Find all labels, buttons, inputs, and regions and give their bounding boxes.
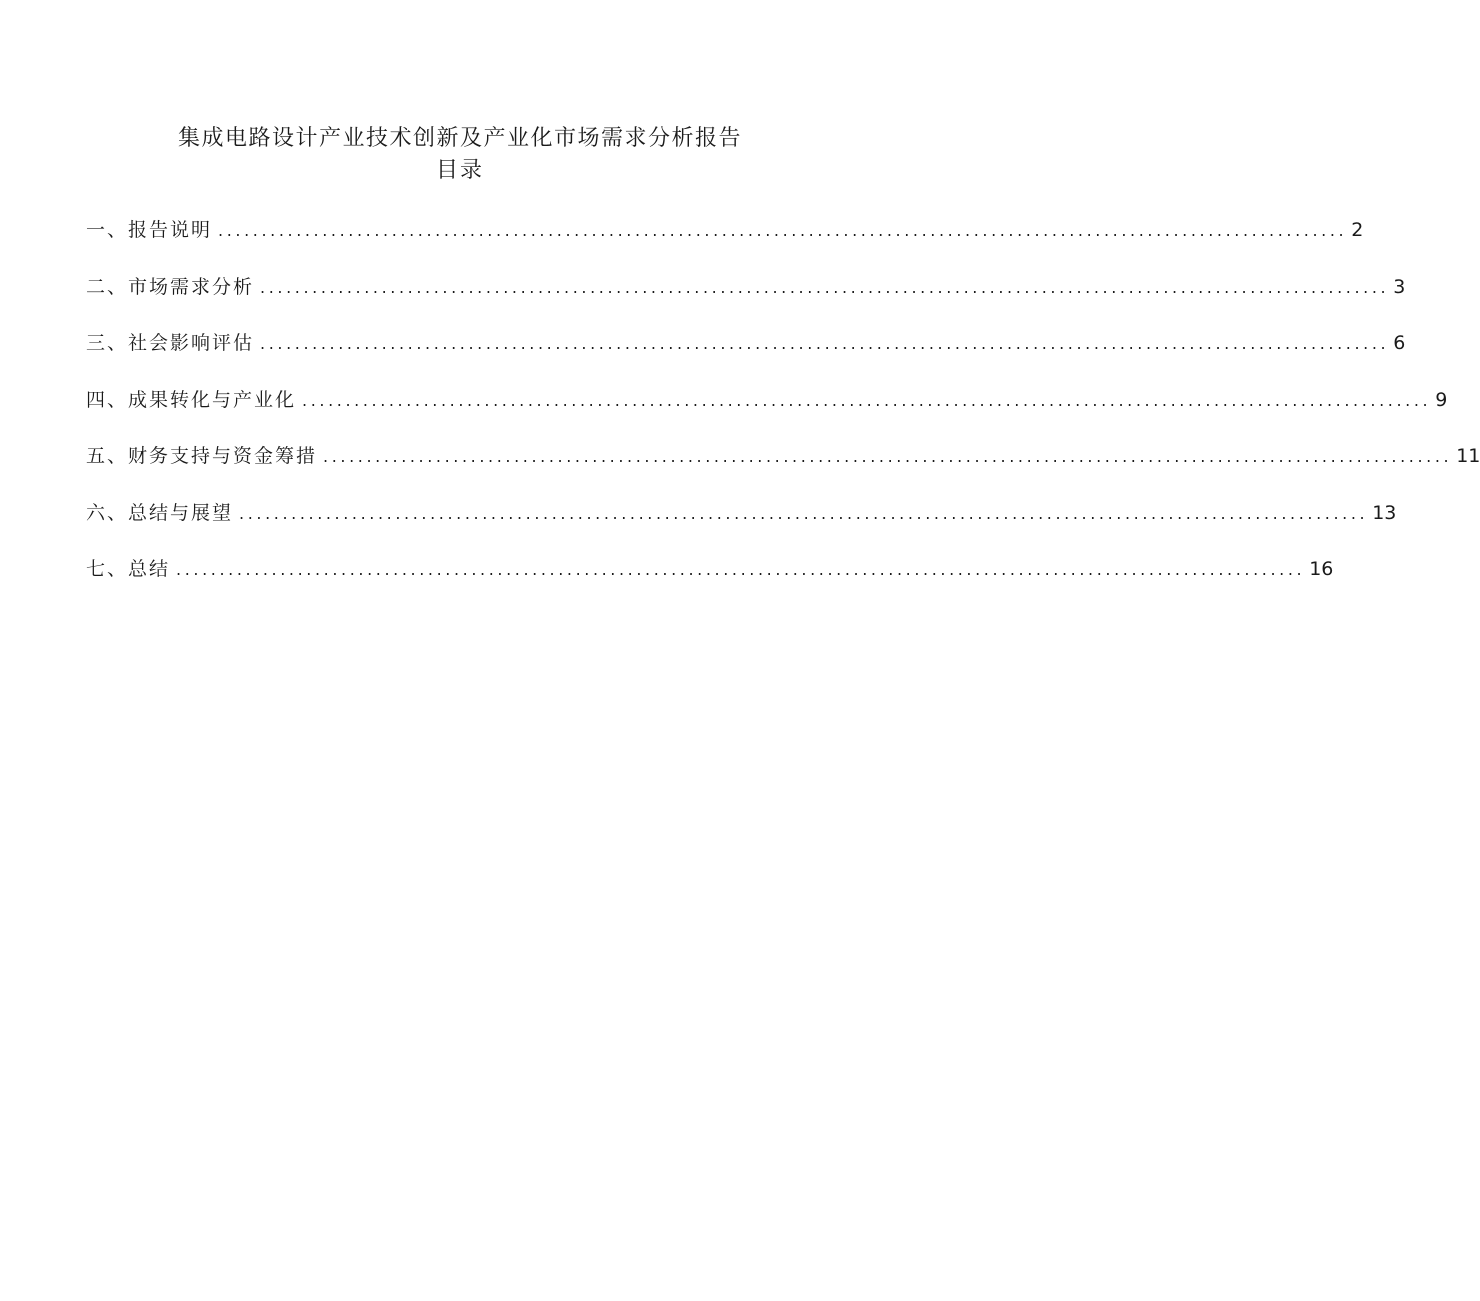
toc-entry[interactable] <box>86 215 1364 272</box>
toc-entry-label: 五、财务支持与资金筹措 <box>86 445 318 467</box>
toc-leader-dots: .................................................................................................................................. <box>302 390 1432 410</box>
toc-entry-label: 七、总结 <box>86 558 171 580</box>
toc-entry[interactable] <box>86 328 1406 385</box>
toc-entry-label: 一、报告说明 <box>86 219 213 241</box>
toc-leader-dots: .................................................................................................................................. <box>260 277 1390 297</box>
toc-leader-dots: .................................................................................................................................. <box>218 221 1348 240</box>
toc-entry-label: 四、成果转化与产业化 <box>86 388 297 411</box>
toc-entry-label: 二、市场需求分析 <box>86 275 255 298</box>
toc-entry-page: 13 <box>1372 501 1397 524</box>
toc-entry-page: 11 <box>1456 445 1480 467</box>
toc-entry[interactable] <box>86 272 1406 329</box>
toc-entry-page: 9 <box>1435 388 1448 411</box>
toc-entry[interactable] <box>86 554 1334 611</box>
document-title: 集成电路设计产业技术创新及产业化市场需求分析报告 <box>177 126 742 151</box>
toc-leader-dots: .................................................................................................................................. <box>176 560 1306 579</box>
toc-leader-dots: .................................................................................................................................. <box>323 447 1453 466</box>
toc-entry[interactable] <box>86 441 1480 498</box>
toc-heading: 目录 <box>435 158 484 183</box>
toc-entry-page: 16 <box>1309 558 1334 580</box>
toc-entry[interactable] <box>86 498 1397 555</box>
toc-entry-label: 六、总结与展望 <box>86 501 234 524</box>
toc-entry-page: 2 <box>1351 219 1364 241</box>
toc-entry-label: 三、社会影响评估 <box>86 332 255 354</box>
toc-entry[interactable] <box>86 385 1448 442</box>
toc-entry-page: 3 <box>1393 275 1406 298</box>
table-of-contents <box>86 215 1480 611</box>
toc-entry-page: 6 <box>1393 332 1406 354</box>
toc-leader-dots: .................................................................................................................................. <box>260 334 1390 353</box>
toc-leader-dots: .................................................................................................................................. <box>239 503 1369 523</box>
